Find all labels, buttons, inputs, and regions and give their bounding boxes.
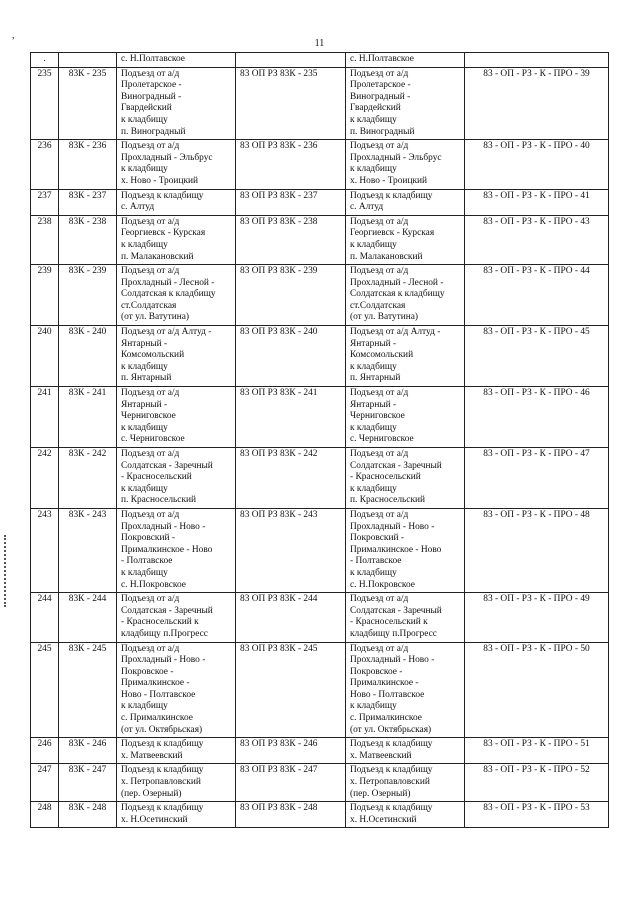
road-name-cell: Подъезд к кладбищу х. Петропавловский (пер. Озерный) (117, 764, 236, 802)
identification-number-cell: 83 - ОП - РЗ - К - ПРО - 39 (465, 67, 609, 140)
road-name-cell: Подъезд от а/д Прохладный - Лесной - Солдатская к кладбищу ст.Солдатская (от ул. Ватутина) (117, 265, 236, 326)
row-number-cell: 242 (31, 448, 59, 509)
row-number-cell: 248 (31, 802, 59, 828)
row-number-cell: 243 (31, 508, 59, 592)
stray-mark: , (12, 30, 15, 41)
road-code-cell: 83К - 244 (59, 593, 117, 642)
road-code-cell: 83К - 248 (59, 802, 117, 828)
row-number-cell: 245 (31, 642, 59, 738)
road-name-duplicate-cell: Подъезд к кладбищу х. Матвеевский (346, 738, 465, 764)
row-number-cell: 240 (31, 326, 59, 387)
road-name-duplicate-cell: Подъезд от а/д Солдатская - Заречный - Красносельский к кладбищу п. Красносельский (346, 448, 465, 509)
table-row (31, 67, 609, 140)
registry-number-cell: 83 ОП РЗ 83К - 237 (236, 189, 346, 215)
table-row (31, 215, 609, 264)
road-code-cell: 83К - 241 (59, 387, 117, 448)
identification-number-cell: 83 - ОП - РЗ - К - ПРО - 50 (465, 642, 609, 738)
road-name-cell: Подъезд от а/д Алтуд - Янтарный - Комсомольский к кладбищу п. Янтарный (117, 326, 236, 387)
identification-number-cell: 83 - ОП - РЗ - К - ПРО - 52 (465, 764, 609, 802)
road-code-cell: 83К - 247 (59, 764, 117, 802)
identification-number-cell: 83 - ОП - РЗ - К - ПРО - 40 (465, 140, 609, 189)
table-row (31, 593, 609, 642)
registry-number-cell: 83 ОП РЗ 83К - 245 (236, 642, 346, 738)
registry-number-cell: 83 ОП РЗ 83К - 247 (236, 764, 346, 802)
road-code-cell: 83К - 238 (59, 215, 117, 264)
registry-number-cell: 83 ОП РЗ 83К - 248 (236, 802, 346, 828)
table-row (31, 508, 609, 592)
table-row (31, 140, 609, 189)
registry-number-cell: 83 ОП РЗ 83К - 241 (236, 387, 346, 448)
row-number-cell: 235 (31, 67, 59, 140)
identification-number-cell: 83 - ОП - РЗ - К - ПРО - 45 (465, 326, 609, 387)
road-name-cell: Подъезд от а/д Георгиевск - Курская к кладбищу п. Малакановский (117, 215, 236, 264)
table-row (31, 265, 609, 326)
identification-number-cell: 83 - ОП - РЗ - К - ПРО - 49 (465, 593, 609, 642)
road-name-duplicate-cell: Подъезд от а/д Солдатская - Заречный - Красносельский к кладбищу п.Прогресс (346, 593, 465, 642)
identification-number-cell: 83 - ОП - РЗ - К - ПРО - 41 (465, 189, 609, 215)
identification-number-cell: 83 - ОП - РЗ - К - ПРО - 46 (465, 387, 609, 448)
road-name-cell: Подъезд от а/д Прохладный - Ново - Покровское - Прималкинское - Ново - Полтавское к кладбищу с. Прималкинское (от ул. Октябрьская) (117, 642, 236, 738)
road-name-cell: Подъезд от а/д Солдатская - Заречный - Красносельский к кладбищу п. Красносельский (117, 448, 236, 509)
road-code-cell: 83К - 237 (59, 189, 117, 215)
margin-mark (4, 535, 8, 607)
registry-number-cell: 83 ОП РЗ 83К - 240 (236, 326, 346, 387)
registry-number-cell: 83 ОП РЗ 83К - 236 (236, 140, 346, 189)
table-row (31, 738, 609, 764)
row-number-cell: 247 (31, 764, 59, 802)
road-name-duplicate-cell: Подъезд к кладбищу х. Петропавловский (пер. Озерный) (346, 764, 465, 802)
identification-number-cell: 83 - ОП - РЗ - К - ПРО - 43 (465, 215, 609, 264)
registry-number-cell: 83 ОП РЗ 83К - 244 (236, 593, 346, 642)
registry-number-cell: 83 ОП РЗ 83К - 243 (236, 508, 346, 592)
road-name-cell: Подъезд от а/д Солдатская - Заречный - Красносельский к кладбищу п.Прогресс (117, 593, 236, 642)
registry-number-cell: 83 ОП РЗ 83К - 246 (236, 738, 346, 764)
row-number-cell: 241 (31, 387, 59, 448)
road-name-duplicate-cell: Подъезд от а/д Прохладный - Лесной - Солдатская к кладбищу ст.Солдатская (от ул. Ватутина) (346, 265, 465, 326)
table-row (31, 387, 609, 448)
road-code-cell: 83К - 243 (59, 508, 117, 592)
table-row (31, 53, 609, 68)
identification-number-cell: 83 - ОП - РЗ - К - ПРО - 47 (465, 448, 609, 509)
table-row (31, 802, 609, 828)
table-row (31, 764, 609, 802)
table-body (31, 53, 609, 828)
road-name-cell: Подъезд от а/д Янтарный - Черниговское к кладбищу с. Черниговское (117, 387, 236, 448)
table-row (31, 326, 609, 387)
table-row (31, 189, 609, 215)
road-name-cell: Подъезд к кладбищу х. Н.Осетинский (117, 802, 236, 828)
identification-number-cell: 83 - ОП - РЗ - К - ПРО - 53 (465, 802, 609, 828)
road-name-duplicate-cell: Подъезд от а/д Прохладный - Ново - Покровское - Прималкинское - Ново - Полтавское к кладбищу с. Прималкинское (от ул. Октябрьская) (346, 642, 465, 738)
road-name-cell: Подъезд от а/д Прохладный - Ново - Покровский - Прималкинское - Ново - Полтавское к кладбищу с. Н.Покровское (117, 508, 236, 592)
row-number-cell: . (31, 53, 59, 68)
road-name-cell: Подъезд от а/д Пролетарское - Виноградный - Гвардейский к кладбищу п. Виноградный (117, 67, 236, 140)
road-name-cell: Подъезд к кладбищу х. Матвеевский (117, 738, 236, 764)
road-name-duplicate-cell: с. Н.Полтавское (346, 53, 465, 68)
road-code-cell: 83К - 240 (59, 326, 117, 387)
table-row (31, 642, 609, 738)
table-row (31, 448, 609, 509)
row-number-cell: 246 (31, 738, 59, 764)
road-name-duplicate-cell: Подъезд к кладбищу х. Н.Осетинский (346, 802, 465, 828)
road-name-cell: с. Н.Полтавское (117, 53, 236, 68)
registry-number-cell: 83 ОП РЗ 83К - 239 (236, 265, 346, 326)
road-code-cell: 83К - 246 (59, 738, 117, 764)
row-number-cell: 239 (31, 265, 59, 326)
registry-number-cell: 83 ОП РЗ 83К - 242 (236, 448, 346, 509)
identification-number-cell: 83 - ОП - РЗ - К - ПРО - 44 (465, 265, 609, 326)
row-number-cell: 244 (31, 593, 59, 642)
road-code-cell: 83К - 235 (59, 67, 117, 140)
registry-number-cell (236, 53, 346, 68)
road-code-cell: 83К - 236 (59, 140, 117, 189)
identification-number-cell: 83 - ОП - РЗ - К - ПРО - 48 (465, 508, 609, 592)
identification-number-cell (465, 53, 609, 68)
road-name-duplicate-cell: Подъезд от а/д Янтарный - Черниговское к кладбищу с. Черниговское (346, 387, 465, 448)
road-code-cell: 83К - 242 (59, 448, 117, 509)
road-code-cell: 83К - 245 (59, 642, 117, 738)
road-name-duplicate-cell: Подъезд от а/д Алтуд - Янтарный - Комсомольский к кладбищу п. Янтарный (346, 326, 465, 387)
road-code-cell: 83К - 239 (59, 265, 117, 326)
road-name-cell: Подъезд к кладбищу с. Алтуд (117, 189, 236, 215)
page-number: 11 (314, 38, 325, 49)
row-number-cell: 236 (31, 140, 59, 189)
road-name-duplicate-cell: Подъезд от а/д Прохладный - Эльбрус к кладбищу х. Ново - Троицкий (346, 140, 465, 189)
identification-number-cell: 83 - ОП - РЗ - К - ПРО - 51 (465, 738, 609, 764)
registry-number-cell: 83 ОП РЗ 83К - 235 (236, 67, 346, 140)
road-name-duplicate-cell: Подъезд от а/д Прохладный - Ново - Покровский - Прималкинское - Ново - Полтавское к кладбищу с. Н.Покровское (346, 508, 465, 592)
roads-table (30, 52, 609, 828)
road-code-cell (59, 53, 117, 68)
registry-number-cell: 83 ОП РЗ 83К - 238 (236, 215, 346, 264)
road-name-cell: Подъезд от а/д Прохладный - Эльбрус к кладбищу х. Ново - Троицкий (117, 140, 236, 189)
road-name-duplicate-cell: Подъезд от а/д Георгиевск - Курская к кладбищу п. Малакановский (346, 215, 465, 264)
row-number-cell: 238 (31, 215, 59, 264)
row-number-cell: 237 (31, 189, 59, 215)
road-name-duplicate-cell: Подъезд к кладбищу с. Алтуд (346, 189, 465, 215)
road-name-duplicate-cell: Подъезд от а/д Пролетарское - Виноградный - Гвардейский к кладбищу п. Виноградный (346, 67, 465, 140)
